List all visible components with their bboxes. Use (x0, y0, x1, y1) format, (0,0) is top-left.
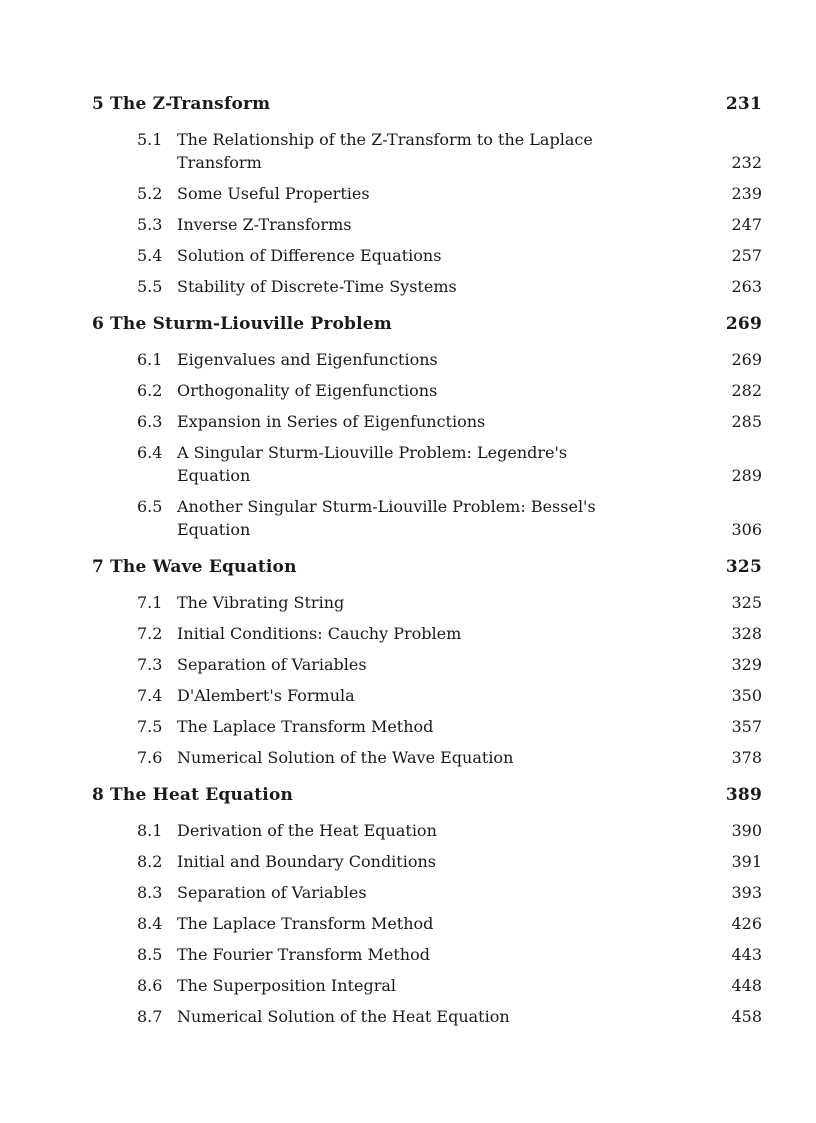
chapter-page: 389 (725, 785, 762, 805)
section-title: Derivation of the Heat Equation (177, 821, 437, 840)
section-number: 7.6 (137, 748, 163, 767)
toc-entry[interactable] (92, 622, 762, 645)
section-title: Numerical Solution of the Wave Equation (177, 748, 514, 767)
toc-entry[interactable] (92, 213, 762, 236)
section-title: Another Singular Sturm-Liouville Problem: Bessel's Equation (177, 497, 596, 539)
toc-entry[interactable] (92, 819, 762, 842)
section-page: 448 (731, 976, 762, 995)
toc-entry[interactable] (92, 410, 762, 433)
section-page: 232 (731, 153, 762, 172)
section-page: 328 (731, 624, 762, 643)
section-list (92, 591, 762, 769)
section-number: 8.6 (137, 976, 163, 995)
chapter-number: 7 (92, 557, 105, 577)
section-page: 247 (731, 215, 762, 234)
toc-entry[interactable] (92, 495, 762, 541)
section-title: A Singular Sturm-Liouville Problem: Legendre's Equation (177, 443, 568, 485)
chapter-page: 325 (725, 557, 762, 577)
section-number: 6.4 (137, 443, 163, 462)
chapter-page: 269 (725, 314, 762, 334)
section-number: 8.5 (137, 945, 163, 964)
chapter-page: 231 (725, 94, 762, 114)
chapter-heading[interactable] (92, 777, 762, 813)
section-title: Stability of Discrete-Time Systems (177, 277, 457, 296)
toc-entry[interactable] (92, 974, 762, 997)
chapter-title: The Heat Equation (110, 785, 294, 805)
section-page: 285 (731, 412, 762, 431)
section-number: 7.5 (137, 717, 163, 736)
section-title: Numerical Solution of the Heat Equation (177, 1007, 510, 1026)
section-number: 5.5 (137, 277, 163, 296)
section-title: D'Alembert's Formula (177, 686, 355, 705)
section-title: Separation of Variables (177, 655, 367, 674)
toc-entry[interactable] (92, 715, 762, 738)
section-number: 5.3 (137, 215, 163, 234)
section-number: 7.2 (137, 624, 163, 643)
toc-entry[interactable] (92, 128, 762, 174)
chapter-title: The Wave Equation (110, 557, 297, 577)
section-list (92, 128, 762, 298)
section-number: 8.3 (137, 883, 163, 902)
section-number: 6.2 (137, 381, 163, 400)
table-of-contents (92, 86, 762, 1036)
section-page: 282 (731, 381, 762, 400)
toc-entry[interactable] (92, 244, 762, 267)
section-list (92, 348, 762, 541)
section-title: Some Useful Properties (177, 184, 370, 203)
section-number: 7.3 (137, 655, 163, 674)
toc-entry[interactable] (92, 379, 762, 402)
toc-entry[interactable] (92, 653, 762, 676)
chapter-title: The Sturm-Liouville Problem (110, 314, 392, 334)
toc-entry[interactable] (92, 275, 762, 298)
toc-entry[interactable] (92, 1005, 762, 1028)
section-page: 306 (731, 520, 762, 539)
section-title: Separation of Variables (177, 883, 367, 902)
section-page: 263 (731, 277, 762, 296)
section-number: 8.7 (137, 1007, 163, 1026)
section-number: 5.2 (137, 184, 163, 203)
section-number: 5.4 (137, 246, 163, 265)
section-page: 269 (731, 350, 762, 369)
section-title: The Laplace Transform Method (177, 717, 434, 736)
chapter-title: The Z-Transform (110, 94, 271, 114)
section-page: 443 (731, 945, 762, 964)
chapter-heading[interactable] (92, 306, 762, 342)
chapter-number: 5 (92, 94, 105, 114)
toc-entry[interactable] (92, 850, 762, 873)
section-title: Inverse Z-Transforms (177, 215, 352, 234)
section-page: 378 (731, 748, 762, 767)
section-title: The Relationship of the Z-Transform to the Laplace Transform (177, 130, 593, 172)
section-title: The Fourier Transform Method (177, 945, 430, 964)
section-page: 239 (731, 184, 762, 203)
section-page: 325 (731, 593, 762, 612)
section-page: 426 (731, 914, 762, 933)
section-title: The Laplace Transform Method (177, 914, 434, 933)
section-page: 390 (731, 821, 762, 840)
toc-entry[interactable] (92, 591, 762, 614)
section-number: 6.1 (137, 350, 163, 369)
section-title: The Vibrating String (177, 593, 345, 612)
section-title: Eigenvalues and Eigenfunctions (177, 350, 438, 369)
section-page: 357 (731, 717, 762, 736)
section-number: 6.3 (137, 412, 163, 431)
section-number: 8.2 (137, 852, 163, 871)
section-title: Initial Conditions: Cauchy Problem (177, 624, 462, 643)
toc-entry[interactable] (92, 441, 762, 487)
chapter-heading[interactable] (92, 549, 762, 585)
section-number: 8.1 (137, 821, 163, 840)
section-page: 257 (731, 246, 762, 265)
section-page: 350 (731, 686, 762, 705)
toc-entry[interactable] (92, 881, 762, 904)
section-title: Expansion in Series of Eigenfunctions (177, 412, 486, 431)
section-number: 7.4 (137, 686, 163, 705)
section-page: 458 (731, 1007, 762, 1026)
toc-entry[interactable] (92, 912, 762, 935)
section-list (92, 819, 762, 1028)
section-title: Solution of Difference Equations (177, 246, 442, 265)
chapter-number: 8 (92, 785, 105, 805)
chapter-heading[interactable] (92, 86, 762, 122)
section-title: Orthogonality of Eigenfunctions (177, 381, 438, 400)
section-number: 6.5 (137, 497, 163, 516)
chapter-number: 6 (92, 314, 105, 334)
toc-entry[interactable] (92, 684, 762, 707)
toc-entry[interactable] (92, 182, 762, 205)
toc-entry[interactable] (92, 348, 762, 371)
section-number: 7.1 (137, 593, 163, 612)
section-number: 5.1 (137, 130, 163, 149)
toc-entry[interactable] (92, 943, 762, 966)
toc-entry[interactable] (92, 746, 762, 769)
section-page: 391 (731, 852, 762, 871)
section-title: The Superposition Integral (177, 976, 396, 995)
section-page: 329 (731, 655, 762, 674)
section-page: 393 (731, 883, 762, 902)
section-title: Initial and Boundary Conditions (177, 852, 436, 871)
section-page: 289 (731, 466, 762, 485)
section-number: 8.4 (137, 914, 163, 933)
